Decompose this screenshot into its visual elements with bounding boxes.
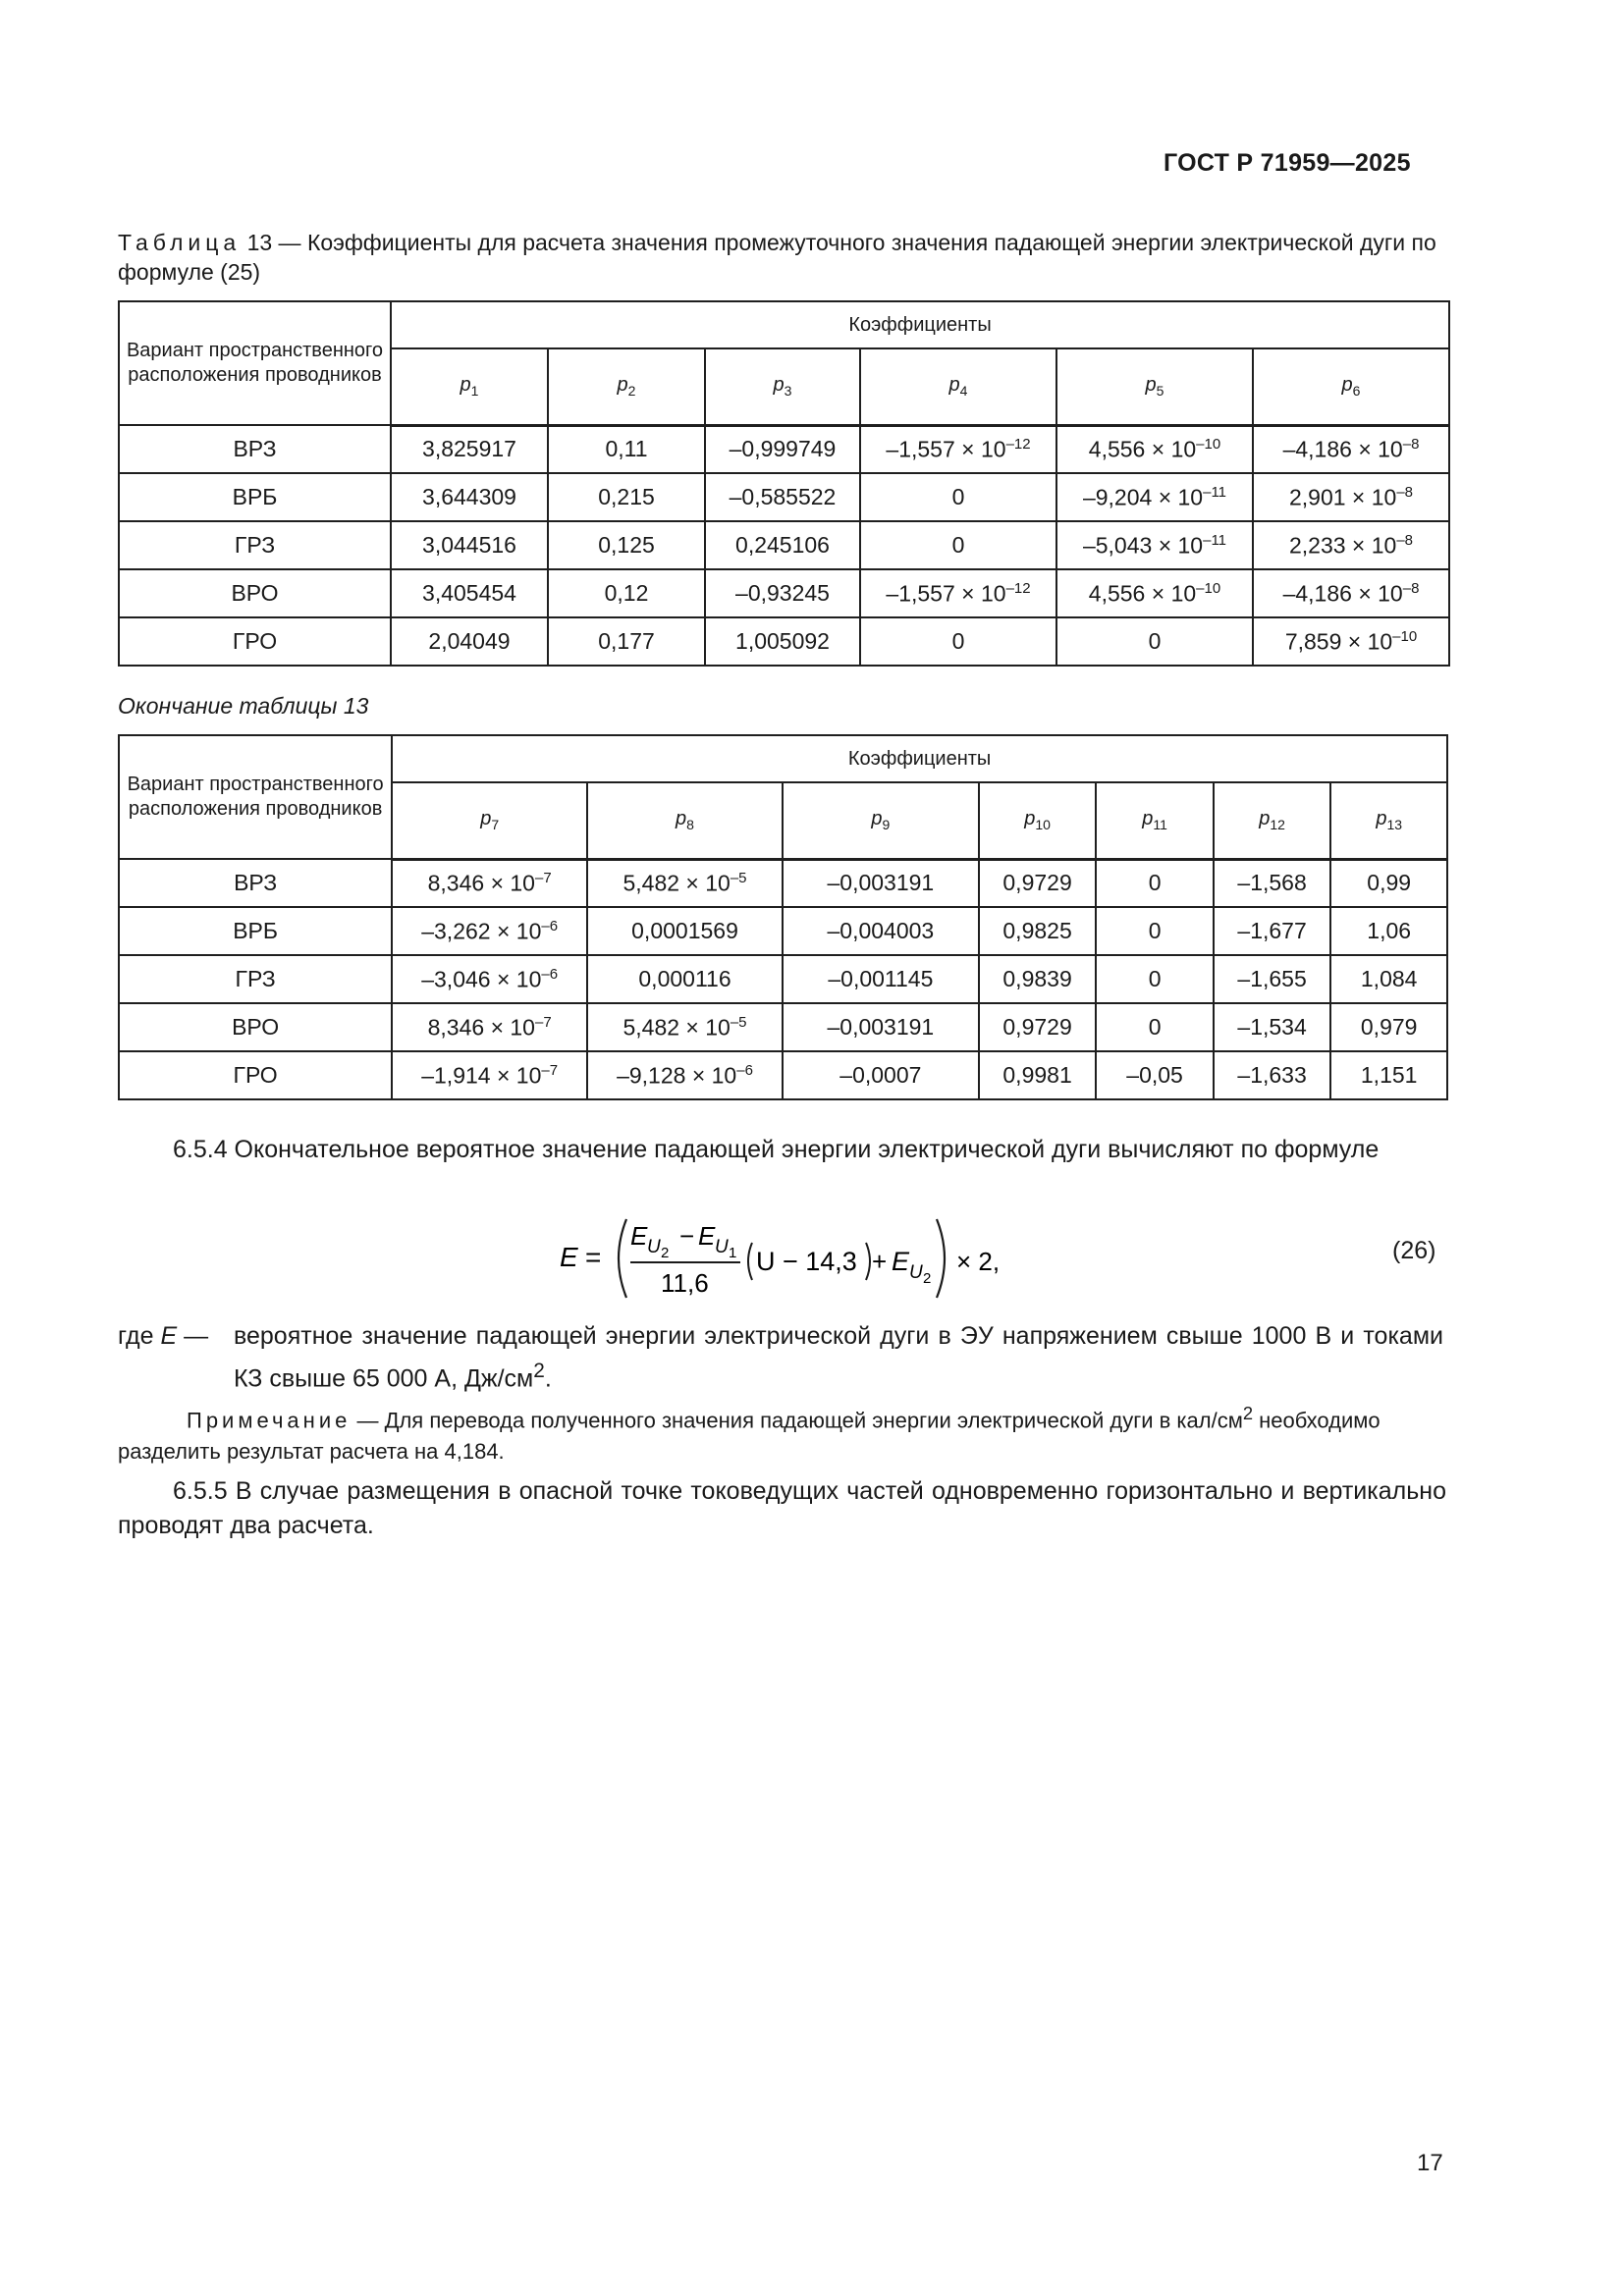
variant-header: Вариант пространственного расположения проводников (119, 735, 392, 859)
value-mantissa: 1,005092 (735, 628, 830, 654)
param-symbol: p (617, 374, 628, 397)
param-index: 5 (1156, 383, 1164, 400)
coefficients-group-header: Коэффициенты (391, 301, 1449, 348)
value-cell (1214, 859, 1331, 907)
value-mantissa: –0,001145 (828, 966, 934, 991)
value-mantissa: 0,9839 (1002, 966, 1072, 991)
variant-cell: ГРО (119, 617, 391, 666)
value-cell (1056, 473, 1253, 521)
param-header-p2 (548, 348, 705, 425)
table-row (119, 617, 1449, 666)
value-cell (392, 1003, 587, 1051)
value-cell (979, 1003, 1097, 1051)
table-row (119, 955, 1447, 1003)
coefficients-group-header: Коэффициенты (392, 735, 1447, 782)
param-header-p8 (587, 782, 783, 859)
value-mantissa: –9,128 × 10 (617, 1062, 737, 1089)
formula-times-two: × 2, (956, 1247, 1001, 1276)
value-cell (705, 425, 860, 473)
value-exponent: –12 (1005, 435, 1031, 453)
value-exponent: –5 (730, 1013, 747, 1031)
value-mantissa: 0,245106 (735, 532, 830, 558)
param-symbol: p (1259, 808, 1271, 830)
value-mantissa: –1,633 (1237, 1062, 1307, 1088)
variant-cell: ВРБ (119, 473, 391, 521)
value-mantissa: –1,568 (1237, 870, 1307, 896)
param-index: 8 (686, 817, 694, 833)
value-mantissa: 0 (951, 628, 965, 654)
value-mantissa: 0,9729 (1002, 1014, 1072, 1040)
variant-cell: ГРЗ (119, 955, 392, 1003)
value-mantissa: 0 (1148, 1014, 1162, 1040)
value-exponent: –8 (1396, 531, 1414, 549)
value-exponent: –11 (1203, 531, 1227, 549)
value-cell (1096, 907, 1214, 955)
value-cell (587, 1003, 783, 1051)
value-exponent: –12 (1005, 579, 1031, 597)
value-cell (1330, 907, 1447, 955)
note-text-a: — Для перевода полученного значения падающей энергии электрической дуги в кал/см (351, 1408, 1243, 1433)
coefficients-table-part-2 (118, 734, 1448, 1100)
value-mantissa: 0,9981 (1002, 1062, 1072, 1088)
value-mantissa: –0,999749 (729, 436, 837, 462)
value-cell (548, 473, 705, 521)
document-code: ГОСТ Р 71959—2025 (1164, 149, 1411, 177)
value-mantissa: –0,004003 (827, 918, 935, 943)
value-mantissa: 0,9729 (1002, 870, 1072, 896)
value-mantissa: 8,346 × 10 (427, 870, 535, 896)
value-mantissa: 0,99 (1367, 870, 1412, 896)
value-mantissa: –0,93245 (735, 580, 830, 606)
table-row (119, 907, 1447, 955)
variant-cell: ГРЗ (119, 521, 391, 569)
value-mantissa: –1,534 (1237, 1014, 1307, 1040)
where-dash: — (177, 1322, 209, 1350)
term-e-u2-sub: U (909, 1262, 923, 1283)
value-mantissa: 3,644309 (422, 484, 516, 509)
value-cell (391, 473, 548, 521)
table-body (119, 859, 1447, 1099)
note-sup: 2 (1242, 1403, 1254, 1423)
value-mantissa: 0 (1148, 628, 1162, 654)
value-cell (1096, 1003, 1214, 1051)
where-sup: 2 (533, 1360, 545, 1382)
value-mantissa: 0 (951, 532, 965, 558)
table-caption (118, 228, 1446, 287)
value-mantissa: 1,084 (1360, 966, 1418, 991)
value-exponent: –6 (541, 917, 559, 934)
value-mantissa: –0,003191 (827, 1014, 935, 1040)
param-index: 4 (959, 383, 968, 400)
big-paren-left (619, 1219, 626, 1298)
variant-cell: ВРО (119, 569, 391, 617)
param-index: 12 (1270, 817, 1285, 833)
value-cell (860, 617, 1056, 666)
value-cell (705, 617, 860, 666)
value-mantissa: 2,04049 (428, 628, 511, 654)
value-mantissa: 0,11 (605, 436, 648, 462)
value-cell (392, 955, 587, 1003)
value-mantissa: –3,262 × 10 (421, 918, 542, 944)
table-row (119, 473, 1449, 521)
table-row (119, 425, 1449, 473)
value-cell (783, 1003, 979, 1051)
value-cell (391, 425, 548, 473)
value-exponent: –8 (1402, 579, 1420, 597)
value-cell (783, 907, 979, 955)
numerator-e-u2: E (630, 1221, 648, 1251)
value-exponent: –6 (736, 1061, 753, 1079)
param-header-p7 (392, 782, 587, 859)
page-number: 17 (1417, 2150, 1443, 2176)
param-symbol: p (948, 374, 960, 397)
variant-cell: ВРЗ (119, 859, 392, 907)
value-mantissa: 0,12 (604, 580, 649, 606)
note-text-b: необходимо разделить результат расчета на 4,184. (118, 1408, 1380, 1465)
value-cell (587, 1051, 783, 1099)
value-mantissa: –0,05 (1126, 1062, 1183, 1088)
term-e-u2-sub-idx: 2 (923, 1270, 932, 1287)
table-row (119, 859, 1447, 907)
param-index: 13 (1386, 817, 1403, 833)
value-exponent: –7 (541, 1061, 559, 1079)
param-header-p12 (1214, 782, 1331, 859)
value-exponent: –10 (1196, 435, 1221, 453)
value-cell (1056, 521, 1253, 569)
value-mantissa: 0 (951, 484, 965, 509)
value-cell (1056, 569, 1253, 617)
value-mantissa: 0,979 (1360, 1014, 1418, 1040)
denominator: 11,6 (661, 1268, 709, 1298)
value-cell (587, 955, 783, 1003)
param-symbol: p (1145, 374, 1157, 397)
value-mantissa: 4,556 × 10 (1088, 580, 1197, 607)
value-mantissa: 3,044516 (422, 532, 516, 558)
value-cell (705, 521, 860, 569)
value-cell (783, 859, 979, 907)
value-cell (860, 569, 1056, 617)
formula-svg (560, 1209, 1443, 1308)
param-header-p4 (860, 348, 1056, 425)
big-paren-right (937, 1219, 945, 1298)
param-header-p3 (705, 348, 860, 425)
value-mantissa: 4,556 × 10 (1088, 436, 1197, 462)
note-label: Примечание (187, 1408, 352, 1433)
value-mantissa: 3,825917 (422, 436, 516, 462)
value-mantissa: –0,003191 (827, 870, 935, 896)
value-mantissa: 1,06 (1367, 918, 1412, 943)
value-mantissa: 1,151 (1360, 1062, 1418, 1088)
value-mantissa: 8,346 × 10 (427, 1014, 535, 1041)
value-mantissa: 7,859 × 10 (1284, 628, 1393, 655)
value-cell (783, 1051, 979, 1099)
variant-cell: ГРО (119, 1051, 392, 1099)
value-cell (1214, 907, 1331, 955)
value-cell (783, 955, 979, 1003)
value-mantissa: 0 (1148, 870, 1162, 896)
value-cell (979, 1051, 1097, 1099)
value-cell (1214, 1051, 1331, 1099)
value-mantissa: –3,046 × 10 (421, 966, 542, 992)
where-symbol: E (160, 1322, 178, 1350)
value-cell (392, 1051, 587, 1099)
param-symbol: p (871, 808, 883, 830)
paren-content: U − 14,3 (756, 1247, 857, 1276)
value-mantissa: –4,186 × 10 (1282, 580, 1403, 607)
param-index: 7 (491, 817, 500, 833)
param-header-p10 (979, 782, 1097, 859)
table-row (119, 1051, 1447, 1099)
value-cell (392, 859, 587, 907)
value-cell (1253, 425, 1449, 473)
value-mantissa: 5,482 × 10 (623, 870, 731, 896)
value-cell (391, 521, 548, 569)
value-cell (548, 569, 705, 617)
coefficients-table-part-1 (118, 300, 1450, 667)
param-index: 11 (1153, 817, 1167, 833)
param-header-p13 (1330, 782, 1447, 859)
value-cell (860, 521, 1056, 569)
param-header-p5 (1056, 348, 1253, 425)
value-mantissa: –1,557 × 10 (886, 436, 1006, 462)
formula-equals: = (585, 1242, 602, 1272)
param-header-p6 (1253, 348, 1449, 425)
value-mantissa: –1,914 × 10 (421, 1062, 542, 1089)
param-header-p9 (783, 782, 979, 859)
explanation-description (234, 1319, 1443, 1396)
value-mantissa: 3,405454 (422, 580, 516, 606)
value-cell (1330, 1051, 1447, 1099)
value-cell (1253, 569, 1449, 617)
param-index: 2 (627, 383, 636, 400)
value-cell (391, 569, 548, 617)
value-exponent: –6 (541, 965, 559, 983)
value-cell (1253, 617, 1449, 666)
value-cell (1096, 955, 1214, 1003)
value-cell (1056, 425, 1253, 473)
value-mantissa: 0,125 (598, 532, 655, 558)
numerator-minus: − (679, 1221, 695, 1251)
value-mantissa: –0,585522 (729, 484, 837, 509)
value-cell (1253, 521, 1449, 569)
param-symbol: p (1341, 374, 1353, 397)
table-caption-label: Таблица (118, 230, 242, 255)
paren-right (866, 1243, 870, 1280)
formula-plus: + (872, 1247, 888, 1276)
value-mantissa: 0,215 (598, 484, 655, 509)
where-text: вероятное значение падающей энергии электрической дуги в ЭУ напряжением свыше 1000 В и токами КЗ свыше 65 000 А, Дж/см (234, 1322, 1443, 1393)
table-continuation-label: Окончание таблицы 13 (118, 693, 369, 719)
value-mantissa: 0 (1148, 966, 1162, 991)
param-symbol: p (1142, 808, 1154, 830)
value-cell (1096, 859, 1214, 907)
value-cell (587, 907, 783, 955)
variant-header: Вариант пространственного расположения проводников (119, 301, 391, 425)
value-mantissa: 0,000116 (638, 966, 731, 991)
value-cell (1253, 473, 1449, 521)
value-mantissa: –4,186 × 10 (1282, 436, 1403, 462)
where-end: . (544, 1364, 552, 1393)
value-cell (860, 425, 1056, 473)
param-symbol: p (773, 374, 785, 397)
value-exponent: –7 (534, 1013, 552, 1031)
value-exponent: –7 (534, 869, 552, 886)
value-cell (705, 473, 860, 521)
value-cell (979, 859, 1097, 907)
value-mantissa: 2,901 × 10 (1288, 484, 1397, 510)
value-cell (1330, 955, 1447, 1003)
value-cell (705, 569, 860, 617)
value-cell (860, 473, 1056, 521)
value-cell (1096, 1051, 1214, 1099)
formula-26 (560, 1209, 1443, 1308)
value-cell (548, 617, 705, 666)
value-exponent: –10 (1392, 627, 1418, 645)
value-cell (979, 955, 1097, 1003)
value-mantissa: –9,204 × 10 (1082, 484, 1204, 510)
value-exponent: –5 (730, 869, 747, 886)
formula-explanation (118, 1319, 1446, 1396)
param-symbol: p (1376, 808, 1387, 830)
value-mantissa: –0,0007 (839, 1062, 922, 1088)
param-index: 3 (784, 383, 792, 400)
value-cell (1330, 1003, 1447, 1051)
numerator-e-u2-sub-idx: 2 (661, 1245, 670, 1261)
formula-number: (26) (1392, 1237, 1436, 1264)
value-cell (587, 859, 783, 907)
term-e-u2: E (892, 1247, 910, 1276)
value-mantissa: 0,0001569 (631, 918, 738, 943)
value-cell (548, 521, 705, 569)
formula-lhs: E (560, 1242, 578, 1272)
param-index: 9 (882, 817, 891, 833)
value-mantissa: 0,9825 (1002, 918, 1072, 943)
where-lead: где (118, 1322, 161, 1350)
paragraph-6-5-4: 6.5.4 Окончательное вероятное значение падающей энергии электрической дуги вычисляют по формуле (173, 1136, 1380, 1163)
numerator-e-u2-sub: U (647, 1237, 661, 1257)
param-symbol: p (1024, 808, 1036, 830)
value-mantissa: 5,482 × 10 (623, 1014, 731, 1041)
table-body (119, 425, 1449, 666)
variant-cell: ВРО (119, 1003, 392, 1051)
table-row (119, 521, 1449, 569)
value-exponent: –8 (1396, 483, 1414, 501)
value-cell (391, 617, 548, 666)
value-cell (1214, 1003, 1331, 1051)
paragraph-6-5-5: 6.5.5 В случае размещения в опасной точке токоведущих частей одновременно горизонтально и вертикально проводят два расчета. (118, 1477, 1446, 1539)
value-mantissa: 0,177 (598, 628, 655, 654)
value-exponent: –8 (1402, 435, 1420, 453)
variant-cell: ВРЗ (119, 425, 391, 473)
table-row (119, 1003, 1447, 1051)
param-header-p11 (1096, 782, 1214, 859)
param-index: 10 (1035, 817, 1051, 833)
param-index: 1 (470, 383, 479, 400)
value-exponent: –10 (1196, 579, 1221, 597)
note (118, 1398, 1446, 1468)
numerator-e-u1: E (698, 1221, 716, 1251)
param-symbol: p (676, 808, 687, 830)
value-mantissa: –1,557 × 10 (886, 580, 1006, 607)
param-symbol: p (460, 374, 471, 397)
param-header-p1 (391, 348, 548, 425)
variant-cell: ВРБ (119, 907, 392, 955)
value-mantissa: –5,043 × 10 (1082, 532, 1204, 559)
numerator-e-u1-sub-idx: 1 (729, 1245, 737, 1261)
value-cell (1330, 859, 1447, 907)
param-index: 6 (1352, 383, 1361, 400)
param-symbol: p (480, 808, 492, 830)
explanation-term (118, 1319, 234, 1354)
table-row (119, 569, 1449, 617)
paren-left (748, 1243, 752, 1280)
table-caption-text: 13 — Коэффициенты для расчета значения промежуточного значения падающей энергии электрической дуги по формуле (25) (118, 230, 1436, 285)
value-mantissa: 2,233 × 10 (1288, 532, 1397, 559)
value-mantissa: 0 (1148, 918, 1162, 943)
value-mantissa: –1,655 (1237, 966, 1307, 991)
value-mantissa: –1,677 (1237, 918, 1307, 943)
numerator-e-u1-sub: U (715, 1237, 729, 1257)
value-cell (1214, 955, 1331, 1003)
value-exponent: –11 (1203, 483, 1227, 501)
value-cell (1056, 617, 1253, 666)
value-cell (392, 907, 587, 955)
value-cell (979, 907, 1097, 955)
value-cell (548, 425, 705, 473)
